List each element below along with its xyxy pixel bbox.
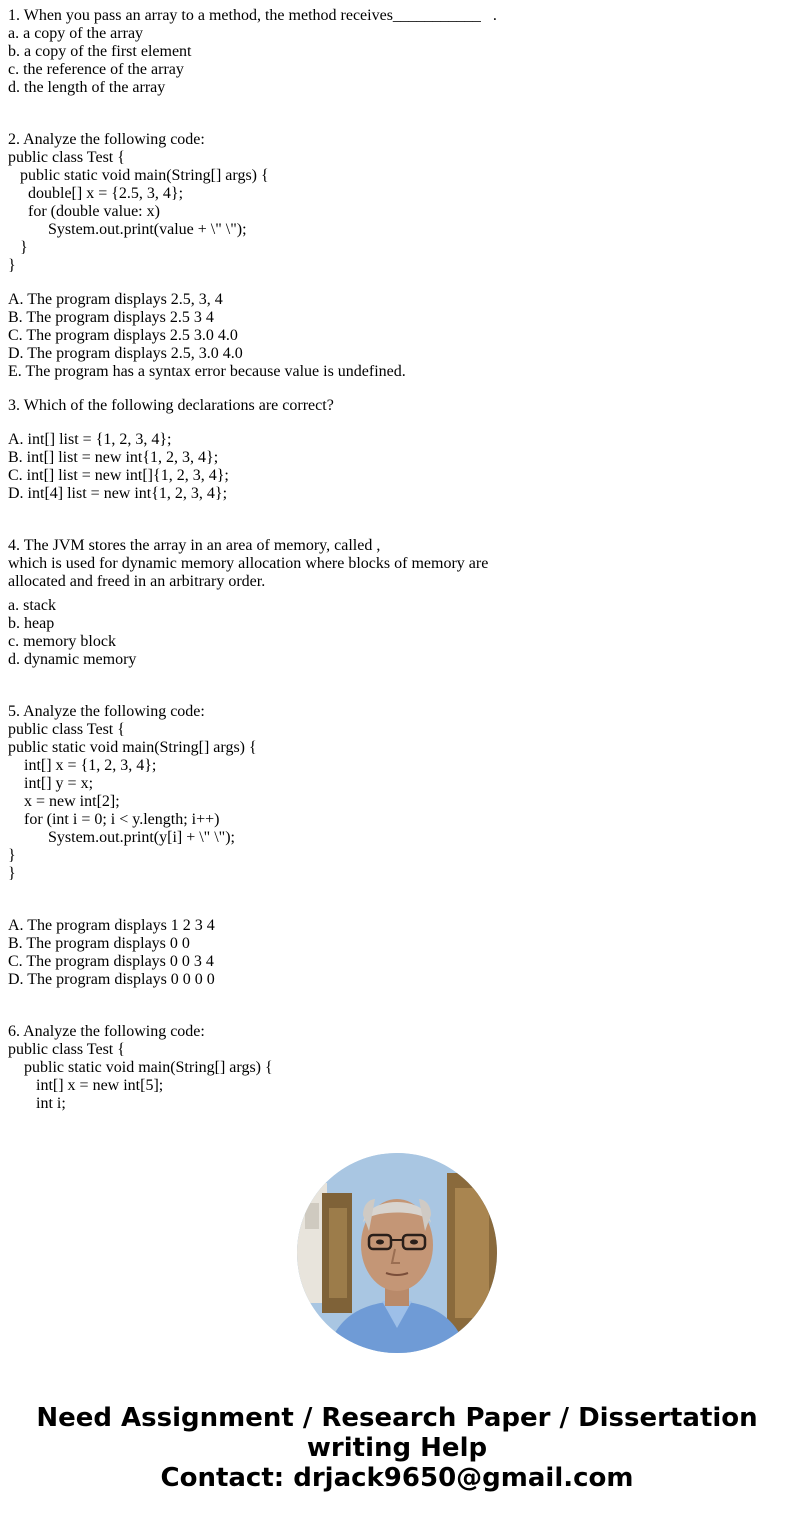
question-5-option-c: C. The program displays 0 0 3 4 bbox=[8, 953, 214, 970]
question-1-option-c: c. the reference of the array bbox=[8, 61, 184, 78]
question-2-code-line: } bbox=[8, 257, 16, 274]
question-5-code-line: } bbox=[8, 865, 16, 882]
question-3-option-d: D. int[4] list = new int{1, 2, 3, 4}; bbox=[8, 485, 228, 502]
question-4-prompt-line: allocated and freed in an arbitrary order. bbox=[8, 573, 266, 590]
question-5-option-a: A. The program displays 1 2 3 4 bbox=[8, 917, 215, 934]
question-5-prompt: 5. Analyze the following code: bbox=[8, 703, 205, 720]
avatar-photo bbox=[297, 1153, 497, 1353]
question-2-option-a: A. The program displays 2.5, 3, 4 bbox=[8, 291, 223, 308]
question-6-prompt: 6. Analyze the following code: bbox=[8, 1023, 205, 1040]
question-4-option-d: d. dynamic memory bbox=[8, 651, 137, 668]
question-2-code-line: } bbox=[8, 239, 28, 256]
question-5-code-line: System.out.print(y[i] + \" \"); bbox=[8, 829, 235, 846]
question-3-option-a: A. int[] list = {1, 2, 3, 4}; bbox=[8, 431, 172, 448]
question-1-prompt: 1. When you pass an array to a method, the method receives___________ . bbox=[8, 7, 497, 24]
question-2-option-c: C. The program displays 2.5 3.0 4.0 bbox=[8, 327, 238, 344]
question-5-code-line: for (int i = 0; i < y.length; i++) bbox=[8, 811, 220, 828]
question-2-code-line: public static void main(String[] args) { bbox=[8, 167, 269, 184]
question-document bbox=[8, 7, 788, 1121]
question-3-option-c: C. int[] list = new int[]{1, 2, 3, 4}; bbox=[8, 467, 229, 484]
question-5-code-line: int[] x = {1, 2, 3, 4}; bbox=[8, 757, 157, 774]
person-portrait-icon bbox=[297, 1153, 497, 1353]
question-2-code-line: for (double value: x) bbox=[8, 203, 160, 220]
banner-line: writing Help bbox=[306, 1433, 488, 1463]
question-6-code-line: public class Test { bbox=[8, 1041, 125, 1058]
question-2-code-line: System.out.print(value + \" \"); bbox=[8, 221, 247, 238]
question-5-code-line: public static void main(String[] args) { bbox=[8, 739, 257, 756]
question-4-option-a: a. stack bbox=[8, 597, 56, 614]
question-5-code-line: } bbox=[8, 847, 16, 864]
question-2-option-d: D. The program displays 2.5, 3.0 4.0 bbox=[8, 345, 243, 362]
question-1-option-d: d. the length of the array bbox=[8, 79, 166, 96]
question-6-code-line: int i; bbox=[8, 1095, 66, 1112]
question-3-prompt: 3. Which of the following declarations are correct? bbox=[8, 397, 334, 414]
question-6-code-line: public static void main(String[] args) { bbox=[8, 1059, 273, 1076]
banner-line: Need Assignment / Research Paper / Dissertation bbox=[36, 1403, 758, 1433]
question-2-code-line: double[] x = {2.5, 3, 4}; bbox=[8, 185, 184, 202]
question-1-option-b: b. a copy of the first element bbox=[8, 43, 192, 60]
question-1-option-a: a. a copy of the array bbox=[8, 25, 144, 42]
question-5-code-line: x = new int[2]; bbox=[8, 793, 120, 810]
question-3-option-b: B. int[] list = new int{1, 2, 3, 4}; bbox=[8, 449, 219, 466]
question-5-code-line: int[] y = x; bbox=[8, 775, 94, 792]
question-5-option-b: B. The program displays 0 0 bbox=[8, 935, 190, 952]
question-2-option-b: B. The program displays 2.5 3 4 bbox=[8, 309, 214, 326]
question-4-option-c: c. memory block bbox=[8, 633, 116, 650]
question-5-option-d: D. The program displays 0 0 0 0 bbox=[8, 971, 215, 988]
question-4-prompt-line: which is used for dynamic memory allocation where blocks of memory are bbox=[8, 555, 489, 572]
contact-email: Contact: drjack9650@gmail.com bbox=[160, 1463, 634, 1493]
question-4-prompt-line: 4. The JVM stores the array in an area of memory, called , bbox=[8, 537, 381, 554]
question-6-code-line: int[] x = new int[5]; bbox=[8, 1077, 164, 1094]
question-4-option-b: b. heap bbox=[8, 615, 55, 632]
question-2-option-e: E. The program has a syntax error because value is undefined. bbox=[8, 363, 406, 380]
question-2-code-line: public class Test { bbox=[8, 149, 125, 166]
question-5-code-line: public class Test { bbox=[8, 721, 125, 738]
contact-banner bbox=[0, 1403, 794, 1493]
question-2-prompt: 2. Analyze the following code: bbox=[8, 131, 205, 148]
